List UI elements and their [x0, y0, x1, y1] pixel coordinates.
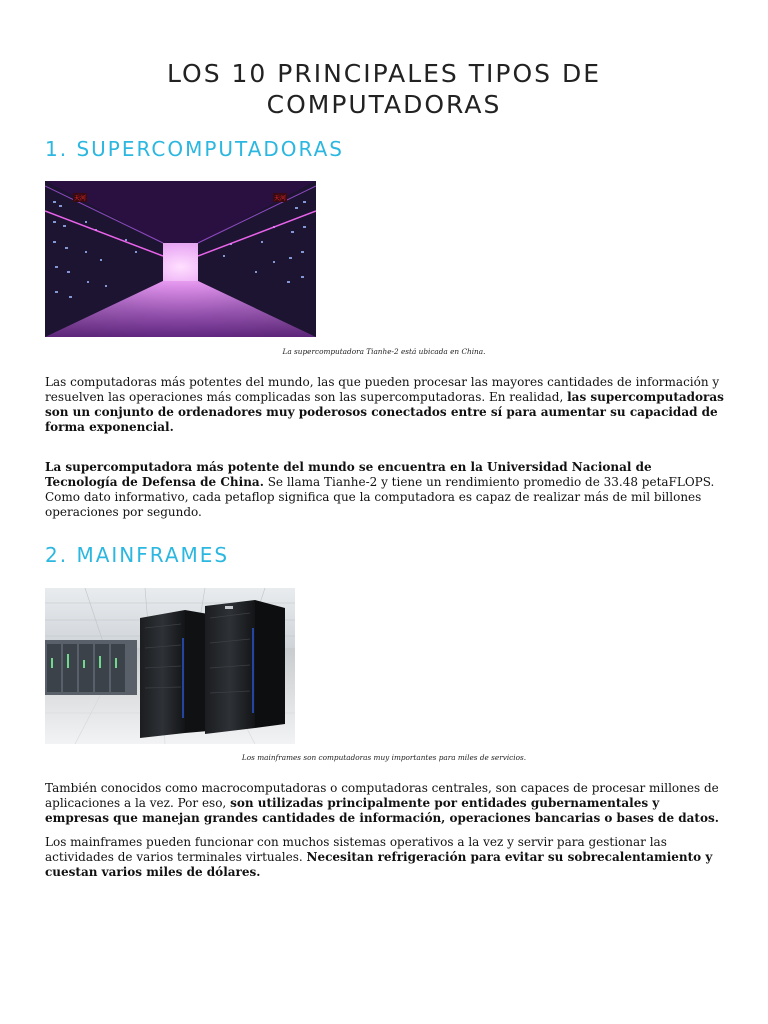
paragraph-bold-text: las supercomputadoras son un conjunto de ordenadores muy poderosos conectados entre sí para aumentar su capacidad de forma exponencial.: [45, 390, 724, 434]
led-sign-left: 天河: [73, 195, 87, 202]
page-title-line-2: COMPUTADORAS: [266, 90, 502, 119]
section-heading-mainframes: 2. MAINFRAMES: [45, 543, 230, 567]
page-title-line-1: LOS 10 PRINCIPALES TIPOS DE: [166, 59, 602, 88]
section-heading-supercomputadoras: 1. SUPERCOMPUTADORAS: [45, 137, 344, 161]
paragraph-mainframes-2: [45, 835, 725, 880]
paragraph-bold-text: son utilizadas principalmente por entidades gubernamentales y empresas que manejan grandes cantidades de información, operaciones bancarias o bases de datos.: [45, 796, 719, 825]
supercomputer-corridor-image: [45, 181, 316, 337]
paragraph-text: Se llama Tianhe-2 y tiene un rendimiento promedio de 33.48 petaFLOPS. Como dato informativo, cada petaflop significa que la computadora es capaz de realizar más de mil billones operaciones por segundo.: [45, 475, 715, 519]
mainframe-photo: [45, 588, 295, 744]
paragraph-text: Los mainframes pueden funcionar con muchos sistemas operativos a la vez y servir para gestionar las actividades de varios terminales virtuales.: [45, 835, 667, 864]
paragraph-mainframes-1: [45, 781, 725, 826]
led-sign-right: 天河: [273, 195, 287, 202]
image-caption-supercomputadora: La supercomputadora Tianhe-2 está ubicada en China.: [282, 347, 486, 356]
mainframe-room-image: [45, 588, 295, 744]
paragraph-bold-text: Necesitan refrigeración para evitar su sobrecalentamiento y cuestan varios miles de dólares.: [45, 850, 713, 879]
paragraph-supercomputadoras-2: [45, 460, 725, 520]
page-title: [60, 58, 708, 120]
paragraph-bold-text: La supercomputadora más potente del mundo se encuentra en la Universidad Nacional de Tecnología de Defensa de China.: [45, 460, 652, 489]
paragraph-text: Las computadoras más potentes del mundo, las que pueden procesar las mayores cantidades de información y resuelven las operaciones más complicadas son las supercomputadoras. En realidad,: [45, 375, 720, 404]
supercomputer-photo: [45, 181, 316, 337]
paragraph-supercomputadoras-1: [45, 375, 725, 435]
paragraph-text: También conocidos como macrocomputadoras o computadoras centrales, son capaces de procesar millones de aplicaciones a la vez. Por eso,: [45, 781, 719, 810]
image-caption-mainframe: Los mainframes son computadoras muy importantes para miles de servicios.: [241, 753, 527, 762]
